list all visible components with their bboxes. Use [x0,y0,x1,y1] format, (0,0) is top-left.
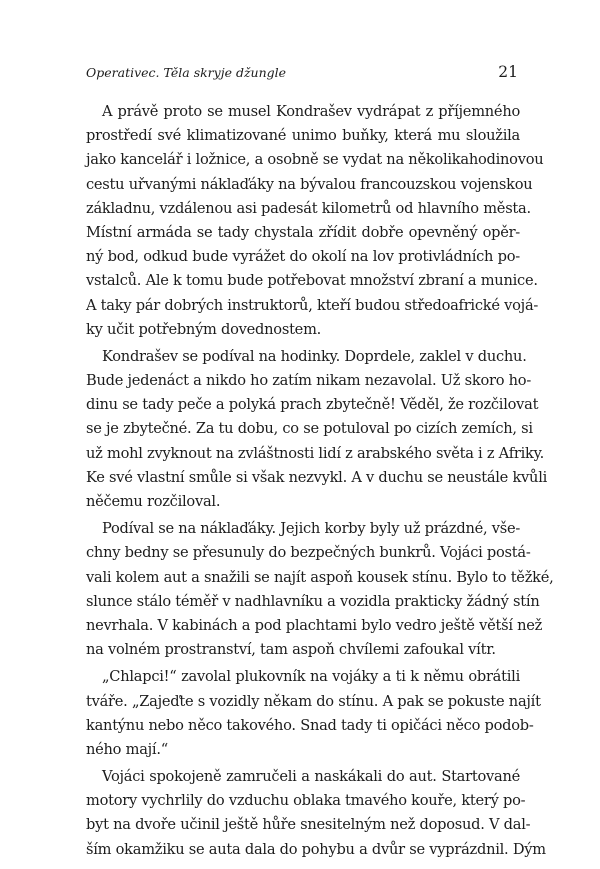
text-line: ším okamžiku se auta dala do pohybu a dvůr se vyprázdnil. Dým [86,840,546,858]
paragraph [86,765,546,862]
text-line: chny bedny se přesunuly do bezpečných bunkrů. Vojáci postá- [86,544,531,562]
text-line: vali kolem aut a snažili se najít aspoň kousek stínu. Bylo to těžké, [86,568,554,586]
text-line: Ke své vlastní smůle si však nezvykl. A v duchu se neustále kvůli [86,468,548,486]
text-line: A taky pár dobrých instruktorů, kteří budou středoafrické vojá- [86,296,539,314]
text-line: ného mají.“ [86,740,168,758]
running-head-title: Operativec. Těla skryje džungle [86,65,287,80]
text-line: „Chlapci!“ zavolal plukovník na vojáky a ti k němu obrátili [102,668,520,686]
text-line: byt na dvoře učinil ještě hůře snesitelným než doposud. V dal- [86,816,531,834]
text-line: se je zbytečné. Za tu dobu, co se potuloval po cizích zemích, si [86,420,533,438]
text-line: A právě proto se musel Kondrašev vydrápat z příjemného [102,103,520,120]
text-line: nevrhala. V kabinách a pod plachtami bylo vedro ještě větší než [86,616,543,634]
paragraph [86,665,541,762]
page-number: 21 [498,63,518,81]
text-line: Podíval se na náklaďáky. Jejich korby byly už prázdné, vše- [102,520,521,538]
text-line: na volném prostranství, tam aspoň chvílemi zafoukal vítr. [86,641,496,659]
body-text [86,100,554,862]
text-line: kantýnu nebo něco takového. Snad tady ti opičáci něco podob- [86,716,534,734]
text-line: ky učit potřebným dovednostem. [86,320,322,338]
text-line: prostředí své klimatizované unimo buňky, která mu sloužila [86,127,520,145]
text-line: dinu se tady peče a polyká prach zbytečně! Věděl, že rozčilovat [86,396,539,414]
running-head [86,63,518,82]
text-line: už mohl zvyknout na zvláštnosti lidí z arabského světa i z Afriky. [86,444,545,462]
text-line: Místní armáda se tady chystala zřídit dobře opevněný opěr- [86,223,520,241]
paragraph [86,345,548,514]
paragraph [86,100,544,342]
paragraph [86,517,554,662]
text-line: vstalců. Ale k tomu bude potřebovat množství zbraní a munice. [86,272,538,290]
text-line: základnu, vzdálenou asi padesát kilometrů od hlavního města. [86,199,531,217]
text-line: slunce stálo téměř v nadhlavníku a vozidla prakticky žádný stín [86,592,540,610]
text-line: tváře. „Zajeďte s vozidly někam do stínu. A pak se pokuste najít [86,692,541,710]
text-line: Bude jedenáct a nikdo ho zatím nikam nezavolal. Už skoro ho- [86,372,532,390]
text-line: Kondrašev se podíval na hodinky. Doprdele, zaklel v duchu. [102,347,527,365]
text-line: motory vychrlily do vzduchu oblaka tmavého kouře, který po- [86,792,526,810]
text-line: Vojáci spokojeně zamručeli a naskákali do aut. Startované [102,768,520,786]
text-line: něčemu rozčiloval. [86,493,221,510]
text-line: jako kancelář i ložnice, a osobně se vydat na několikahodinovou [86,151,544,169]
text-line: ný bod, odkud bude vyrážet do okolí na lov protivládních po- [86,248,520,266]
text-line: cestu uřvanými náklaďáky na bývalou francouzskou vojenskou [86,175,533,193]
